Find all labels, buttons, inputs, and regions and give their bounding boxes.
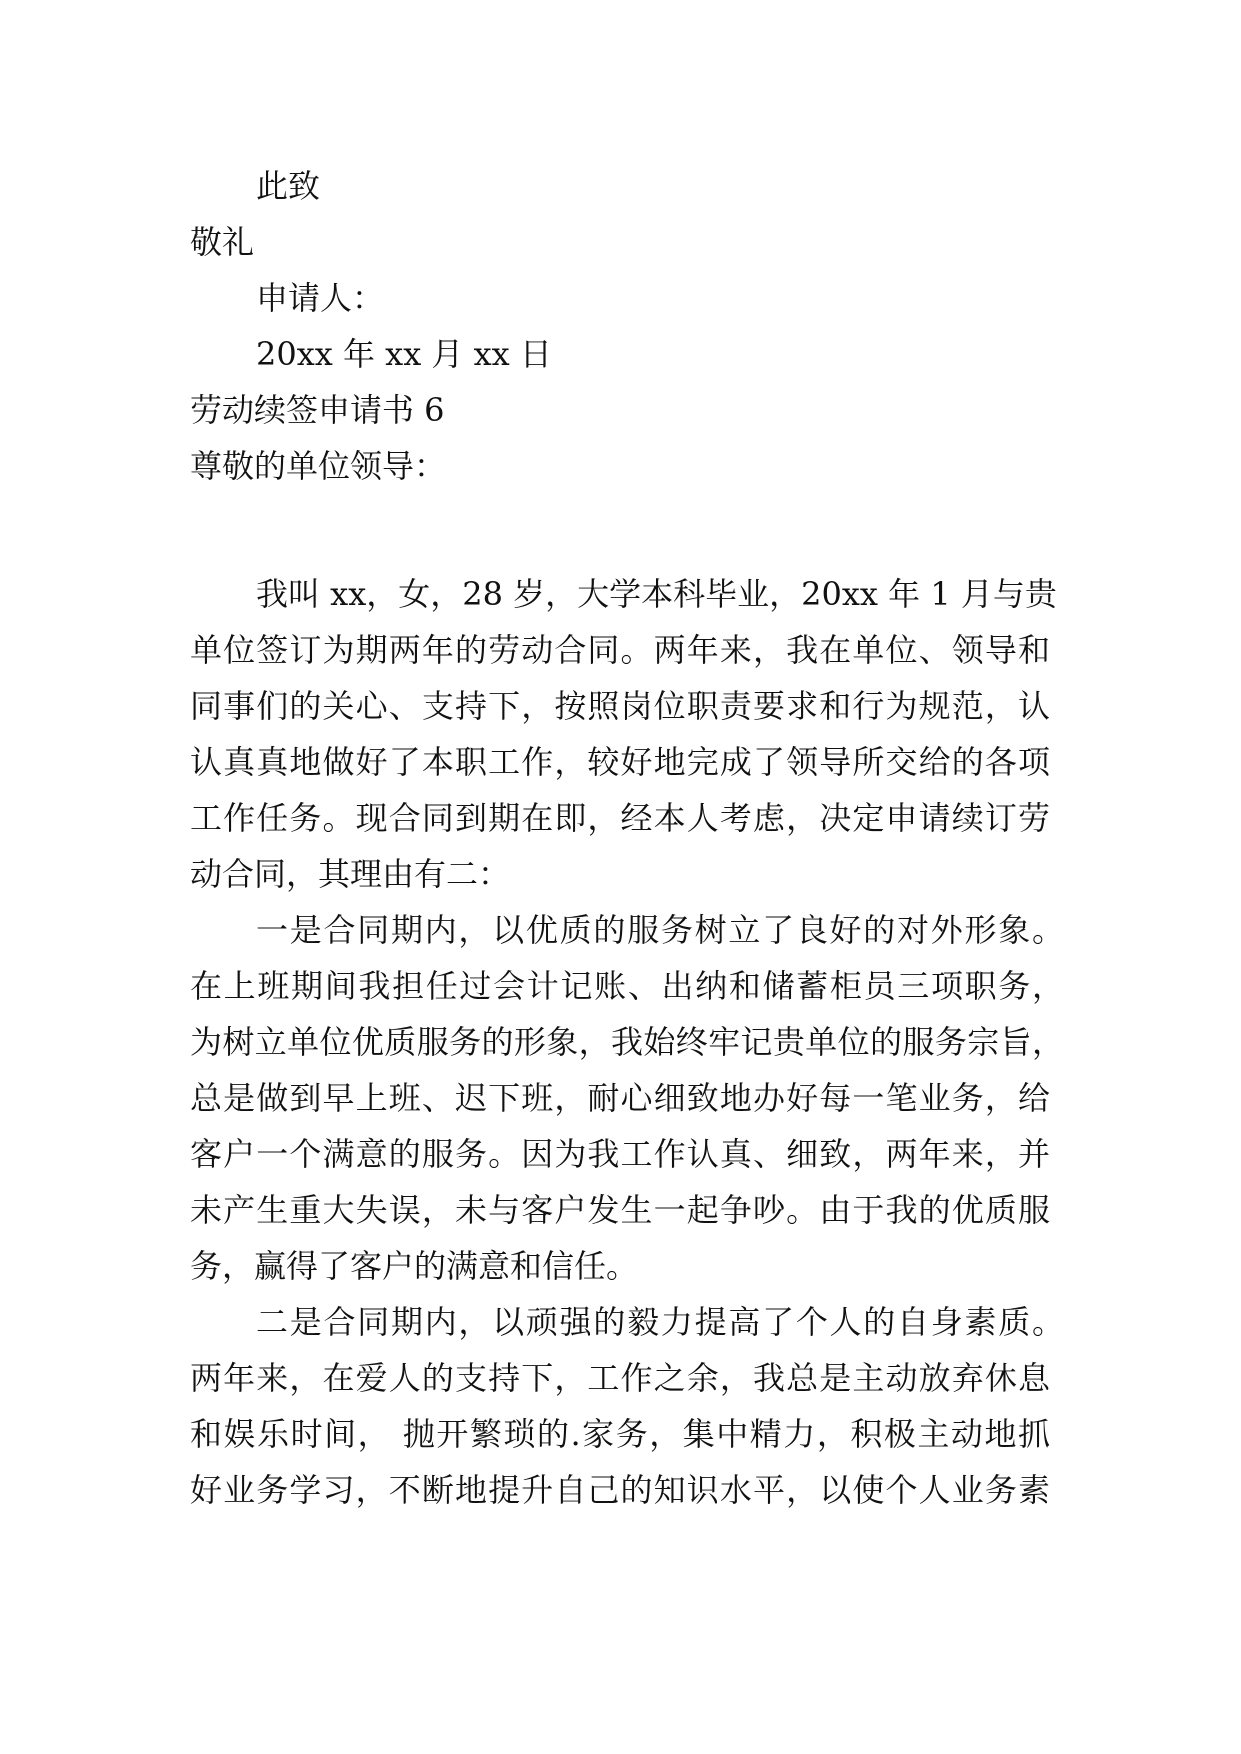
body-line: 一是合同期内，以优质的服务树立了良好的对外形象。 [256, 911, 1064, 949]
greeting: 尊敬的单位领导： [190, 447, 447, 485]
body-line: 务，赢得了客户的满意和信任。 [190, 1247, 639, 1285]
body-line: 动合同，其理由有二： [190, 855, 511, 893]
body-line: 未产生重大失误，未与客户发生一起争吵。由于我的优质服 [190, 1191, 1050, 1229]
document-heading: 劳动续签申请书 6 [190, 391, 445, 429]
body-line: 为树立单位优质服务的形象，我始终牢记贵单位的服务宗旨， [190, 1023, 1064, 1061]
body-line: 两年来，在爱人的支持下，工作之余，我总是主动放弃休息 [190, 1359, 1050, 1397]
body-line: 好业务学习，不断地提升自己的知识水平，以使个人业务素 [190, 1471, 1050, 1509]
signature-date: 20xx 年 xx 月 xx 日 [256, 335, 552, 373]
body-line: 和娱乐时间， 抛开繁琐的.家务，集中精力，积极主动地抓 [190, 1415, 1050, 1453]
body-line: 同事们的关心、支持下，按照岗位职责要求和行为规范，认 [190, 687, 1050, 725]
closing-salute: 此致 [256, 167, 321, 205]
applicant-label: 申请人： [256, 279, 385, 317]
body-line: 总是做到早上班、迟下班，耐心细致地办好每一笔业务，给 [190, 1079, 1050, 1117]
body-line: 客户一个满意的服务。因为我工作认真、细致，两年来，并 [190, 1135, 1050, 1173]
closing-regards: 敬礼 [190, 223, 255, 261]
body-line: 在上班期间我担任过会计记账、出纳和储蓄柜员三项职务， [190, 967, 1064, 1005]
body-line: 工作任务。现合同到期在即，经本人考虑，决定申请续订劳 [190, 799, 1050, 837]
body-line: 我叫 xx，女，28 岁，大学本科毕业，20xx 年 1 月与贵 [256, 575, 1057, 613]
body-line: 单位签订为期两年的劳动合同。两年来，我在单位、领导和 [190, 631, 1050, 669]
body-line: 认真真地做好了本职工作，较好地完成了领导所交给的各项 [190, 743, 1050, 781]
body-line: 二是合同期内，以顽强的毅力提高了个人的自身素质。 [256, 1303, 1064, 1341]
